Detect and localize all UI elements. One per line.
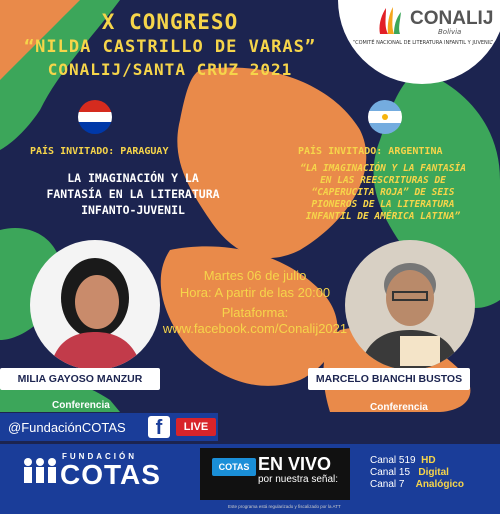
channel-type: HD bbox=[421, 455, 436, 466]
channel-item bbox=[370, 479, 464, 491]
congress-subtitle: CONALIJ/SANTA CRUZ 2021 bbox=[47, 60, 293, 79]
left-speaker-name: MILIA GAYOSO MANZUR bbox=[0, 368, 160, 390]
argentina-flag-icon bbox=[368, 100, 402, 134]
live-heading: EN VIVO bbox=[258, 454, 332, 474]
left-theme-line: INFANTO-JUVENIL bbox=[81, 203, 185, 217]
channel-type: Analógico bbox=[415, 479, 464, 490]
congress-name: “NILDA CASTRILLO DE VARAS” bbox=[23, 37, 317, 57]
right-theme-line: INFANTIL DE AMÉRICA LATINA” bbox=[305, 211, 461, 222]
channel-name: Canal 519 bbox=[370, 455, 416, 466]
left-theme-line: LA IMAGINACIÓN Y LA bbox=[67, 171, 199, 185]
right-theme-line: “CAPERUCITA ROJA” DE SEIS bbox=[311, 187, 455, 198]
channel-name: Canal 7 bbox=[370, 479, 405, 490]
platform-label: Plataforma: bbox=[221, 305, 289, 320]
event-date: Martes 06 de julio bbox=[203, 268, 307, 283]
right-theme-line: “LA IMAGINACIÓN Y LA FANTASÍA bbox=[300, 163, 466, 174]
facebook-icon[interactable]: f bbox=[148, 416, 170, 438]
channel-item bbox=[370, 467, 464, 479]
right-theme-line: EN LAS REESCRITURAS DE bbox=[320, 175, 446, 186]
event-time: Hora: A partir de las 20:00 bbox=[179, 285, 331, 300]
right-speaker-photo bbox=[345, 240, 475, 370]
channel-name: Canal 15 bbox=[370, 467, 411, 478]
cotas-channel-badge: COTAS bbox=[212, 458, 256, 476]
live-badge: LIVE bbox=[176, 418, 216, 436]
right-speaker-name: MARCELO BIANCHI BUSTOS bbox=[308, 368, 470, 390]
left-speaker-photo bbox=[30, 240, 160, 370]
regulation-footnote: Este programa está regularizado y fiscalizado por la ATT bbox=[228, 504, 341, 509]
right-session-type: Conferencia bbox=[370, 402, 428, 413]
people-icon bbox=[20, 456, 60, 486]
cotas-brand: COTAS bbox=[60, 459, 161, 490]
right-theme-line: PIONEROS DE LA LITERATURA bbox=[311, 199, 455, 210]
social-handle[interactable]: @FundaciónCOTAS bbox=[8, 420, 126, 435]
paraguay-flag-icon bbox=[78, 100, 112, 134]
foundation-label: FUNDACIÓN bbox=[62, 452, 137, 461]
platform-url[interactable]: www.facebook.com/Conalij2021 bbox=[162, 321, 348, 336]
right-conference-title bbox=[270, 163, 496, 223]
left-session-type: Conferencia bbox=[52, 400, 110, 411]
conalij-logo-icon bbox=[376, 4, 404, 36]
channel-type: Digital bbox=[418, 467, 449, 478]
left-theme-line: FANTASÍA EN LA LITERATURA bbox=[46, 187, 220, 201]
channel-list bbox=[370, 455, 464, 491]
left-guest-country: PAÍS INVITADO: PARAGUAY bbox=[30, 146, 169, 157]
logo-country: Bolivia bbox=[438, 28, 462, 36]
signal-label: por nuestra señal: bbox=[258, 474, 339, 485]
channel-item bbox=[370, 455, 464, 467]
congress-title: X CONGRESO bbox=[101, 10, 239, 34]
logo-description: “COMITÉ NACIONAL DE LITERATURA INFANTIL Y JUVENIL” bbox=[352, 40, 494, 46]
logo-brand: CONALIJ bbox=[410, 8, 494, 29]
right-guest-country: PAÍS INVITADO: ARGENTINA bbox=[298, 146, 443, 157]
left-conference-title bbox=[18, 170, 248, 218]
